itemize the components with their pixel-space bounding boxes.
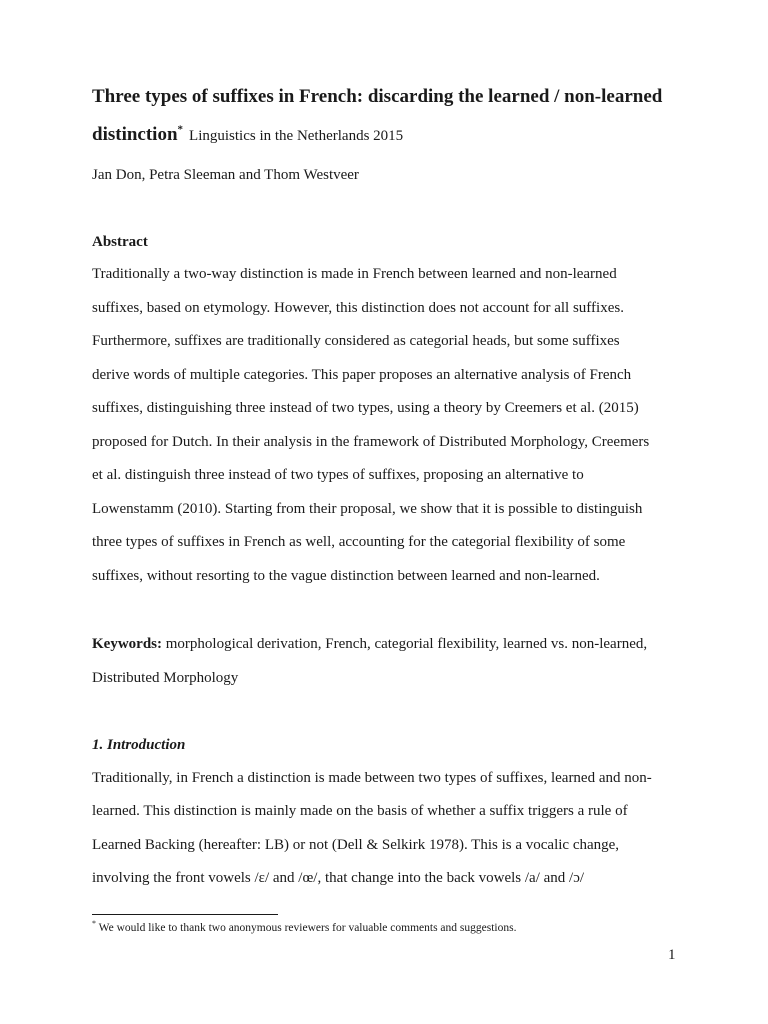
- abstract-line: suffixes, distinguishing three instead of two types, using a theory by Creemers et al. (2015): [92, 400, 639, 416]
- keywords-line-2: Distributed Morphology: [92, 670, 239, 686]
- author-list: Jan Don, Petra Sleeman and Thom Westveer: [92, 167, 359, 183]
- abstract-line: three types of suffixes in French as well, accounting for the categorial flexibility of some: [92, 534, 626, 550]
- abstract-line: proposed for Dutch. In their analysis in the framework of Distributed Morphology, Creemers: [92, 434, 650, 450]
- footnote-text: We would like to thank two anonymous reviewers for valuable comments and suggestions.: [98, 922, 517, 934]
- keywords-line-1: [92, 636, 647, 653]
- footnote: [92, 919, 517, 934]
- paper-title-line-1: Three types of suffixes in French: discarding the learned / non-learned: [92, 86, 663, 107]
- keywords-block: [92, 636, 676, 696]
- abstract-line: suffixes, based on etymology. However, this distinction does not account for all suffixes.: [92, 300, 624, 316]
- introduction-heading: 1. Introduction: [92, 737, 186, 753]
- abstract-line: et al. distinguish three instead of two types of suffixes, proposing an alternative to: [92, 467, 584, 483]
- keywords-label: Keywords:: [92, 636, 162, 652]
- abstract-heading: Abstract: [92, 234, 148, 250]
- venue: Linguistics in the Netherlands 2015: [189, 128, 404, 144]
- title-footnote-mark: *: [177, 123, 184, 136]
- abstract-line: Traditionally a two-way distinction is made in French between learned and non-learned: [92, 266, 617, 282]
- keywords-text: morphological derivation, French, categorial flexibility, learned vs. non-learned,: [165, 636, 648, 652]
- footnote-divider: [92, 914, 278, 915]
- abstract-line: Lowenstamm (2010). Starting from their proposal, we show that it is possible to distinguish: [92, 501, 643, 517]
- abstract-line: suffixes, without resorting to the vague distinction between learned and non-learned.: [92, 568, 600, 584]
- abstract-line: Furthermore, suffixes are traditionally considered as categorial heads, but some suffixes: [92, 333, 620, 349]
- introduction-line: Traditionally, in French a distinction is made between two types of suffixes, learned and non-: [92, 770, 652, 786]
- paper-title-line-2-text: distinction: [92, 124, 178, 145]
- introduction-line: learned. This distinction is mainly made on the basis of whether a suffix triggers a rule of: [92, 803, 628, 819]
- abstract-body: [92, 266, 676, 596]
- paper-title-line-2: [92, 124, 403, 146]
- introduction-body: [92, 770, 676, 900]
- footnote-mark: *: [92, 919, 96, 929]
- page-number: 1: [668, 947, 676, 963]
- abstract-line: derive words of multiple categories. This paper proposes an alternative analysis of French: [92, 367, 632, 383]
- introduction-line: Learned Backing (hereafter: LB) or not (Dell & Selkirk 1978). This is a vocalic change,: [92, 837, 620, 853]
- introduction-line: involving the front vowels /ɛ/ and /œ/, that change into the back vowels /a/ and /ɔ/: [92, 870, 585, 886]
